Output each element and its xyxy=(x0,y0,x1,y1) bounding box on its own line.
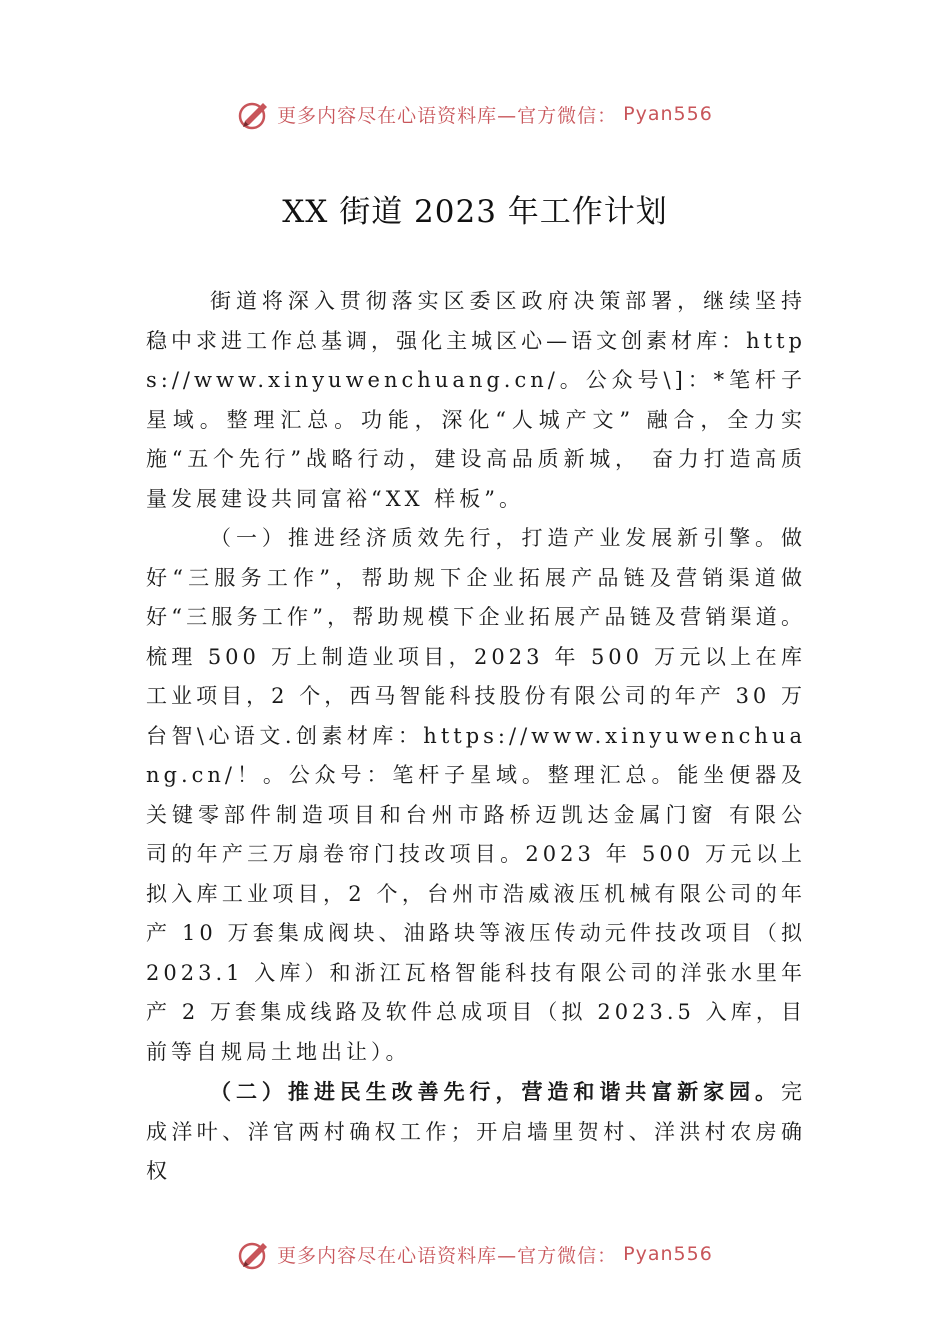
document-title: XX 街道 2023 年工作计划 xyxy=(282,194,668,230)
document-body xyxy=(146,282,806,1192)
banner-wechat-id: Pyan556 xyxy=(623,1243,713,1265)
header-watermark-banner xyxy=(0,94,950,134)
banner-text: 更多内容尽在心语资料库—官方微信： xyxy=(277,104,618,127)
paragraph-section-2 xyxy=(146,1072,806,1192)
pen-logo-icon xyxy=(237,97,271,131)
banner-wechat-id: Pyan556 xyxy=(623,103,713,125)
paragraph-intro: 街道将深入贯彻落实区委区政府决策部署，继续坚持稳中求进工作总基调，强化主城区心—语文创素材库：https://www.xinyuwenchuang.cn/。公众号\]：*笔杆子星域。整理汇总。功能，深化“人城产文” 融合，全力实施“五个先行”战略行动，建设高品质新城， 奋力打造高质量发展建设共同富裕“XX 样板”。 xyxy=(146,289,806,511)
section-2-text: 完成洋叶、洋官两村确权工作；开启墙里贺村、洋洪村农房确权 xyxy=(146,1080,806,1183)
banner-text: 更多内容尽在心语资料库—官方微信： xyxy=(277,1244,618,1267)
paragraph-section-1: （一）推进经济质效先行，打造产业发展新引擎。做好“三服务工作”，帮助规下企业拓展产品链及营销渠道做好“三服务工作”，帮助规模下企业拓展产品链及营销渠道。梳理 500 万上制造业项目，2023 年 500 万元以上在库工业项目，2 个，西马智能科技股份有限公司的年产 30 万台智\心语文.创素材库：https://www.xinyuwenchuang.cn/！。公众号：笔杆子星域。整理汇总。能坐便器及关键零部件制造项目和台州市路桥迈凯达金属门窗 有限公司的年产三万扇卷帘门技改项目。2023 年 500 万元以上拟入库工业项目，2 个，台州市浩威液压机械有限公司的年产 10 万套集成阀块、油路块等液压传动元件技改项目（拟 2023.1 入库）和浙江瓦格智能科技有限公司的洋张水里年产 2 万套集成线路及软件总成项目（拟 2023.5 入库，目前等自规局土地出让）。 xyxy=(146,526,806,1064)
pen-logo-icon xyxy=(237,1237,271,1271)
footer-watermark-banner xyxy=(0,1234,950,1274)
section-2-heading: （二）推进民生改善先行，营造和谐共富新家园。 xyxy=(210,1079,781,1104)
